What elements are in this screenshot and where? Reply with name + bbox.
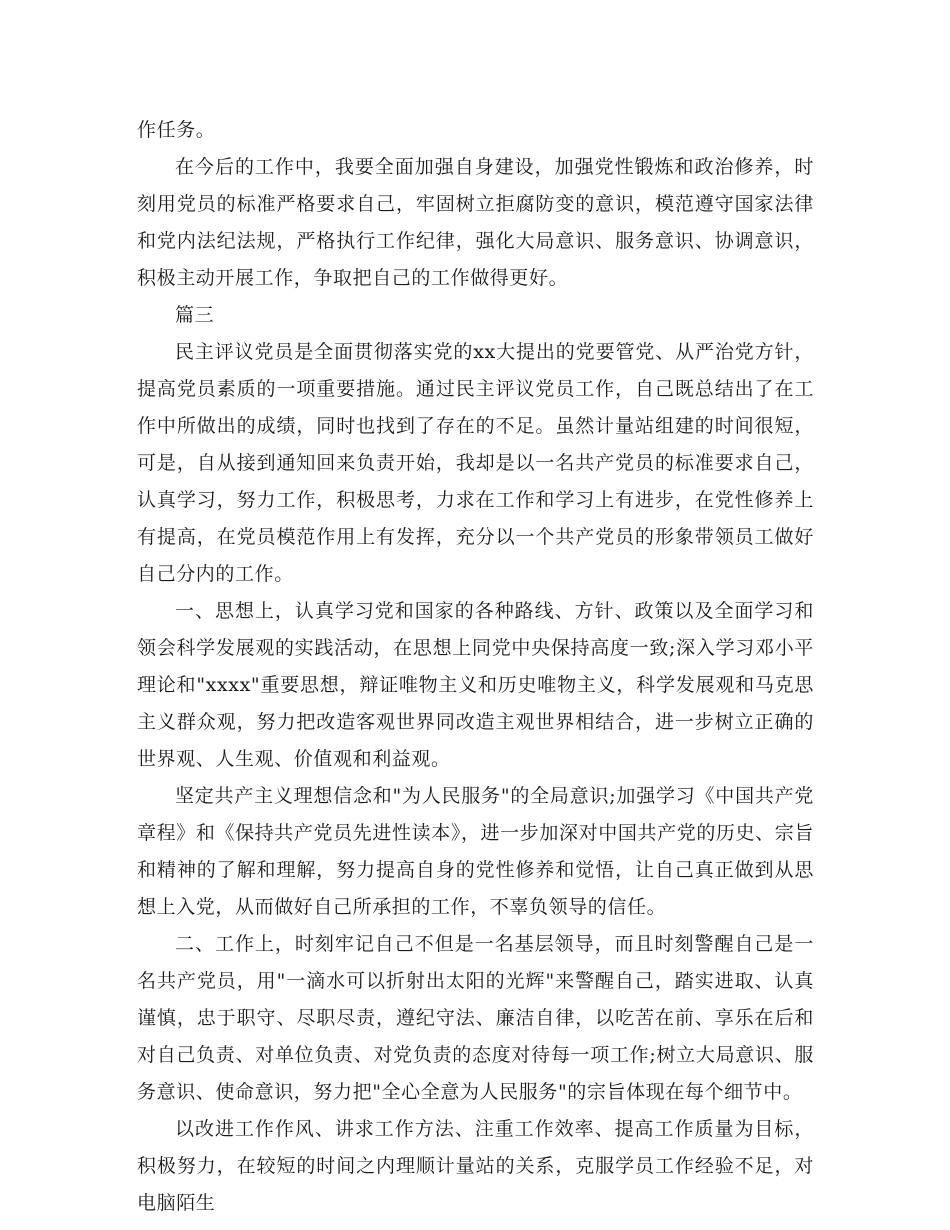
paragraph-ideals: 坚定共产主义理想信念和"为人民服务"的全局意识;加强学习《中国共产党章程》和《保持共产党员先进性读本》，进一步加深对中国共产党的历史、宗旨和精神的了解和理解，努力提高自身的党性修养和觉悟，让自己真正做到从思想上入党，从而做好自己所承担的工作，不辜负领导的信任。 (137, 785, 814, 918)
paragraph-democratic-evaluation: 民主评议党员是全面贯彻落实党的xx大提出的党要管党、从严治党方针，提高党员素质的一项重要措施。通过民主评议党员工作，自己既总结出了在工作中所做出的成绩，同时也找到了存在的不足。虽然计量站组建的时间很短，可是，自从接到通知回来负责开始，我却是以一名共产党员的标准要求自己，认真学习，努力工作，积极思考，力求在工作和学习上有进步，在党性修养上有提高，在党员模范作用上有发挥，充分以一个共产党员的形象带领员工做好自己分内的工作。 (137, 341, 814, 585)
document-body (137, 112, 814, 1222)
paragraph-work-style: 以改进工作作风、讲求工作方法、注重工作效率、提高工作质量为目标，积极努力，在较短的时间之内理顺计量站的关系，克服学员工作经验不足，对电脑陌生 (137, 1118, 814, 1214)
paragraph-self-improvement: 在今后的工作中，我要全面加强自身建设，加强党性锻炼和政治修养，时刻用党员的标准严格要求自己，牢固树立拒腐防变的意识，模范遵守国家法律和党内法纪法规，严格执行工作纪律，强化大局意识、服务意识、协调意识，积极主动开展工作，争取把自己的工作做得更好。 (137, 156, 814, 289)
paragraph-ideology: 一、思想上，认真学习党和国家的各种路线、方针、政策以及全面学习和领会科学发展观的实践活动，在思想上同党中央保持高度一致;深入学习邓小平理论和"xxxx"重要思想，辩证唯物主义和历史唯物主义，科学发展观和马克思主义群众观，努力把改造客观世界同改造主观世界相结合，进一步树立正确的世界观、人生观、价值观和利益观。 (137, 600, 814, 770)
paragraph-continuation: 作任务。 (137, 119, 216, 141)
paragraph-work: 二、工作上，时刻牢记自己不但是一名基层领导，而且时刻警醒自己是一名共产党员，用"一滴水可以折射出太阳的光辉"来警醒自己，踏实进取、认真谨慎，忠于职守、尽职尽责，遵纪守法、廉洁自律，以吃苦在前、享乐在后和对自己负责、对单位负责、对党负责的态度对待每一项工作;树立大局意识、服务意识、使命意识，努力把"全心全意为人民服务"的宗旨体现在每个细节中。 (137, 933, 814, 1103)
section-heading-part-three: 篇三 (175, 304, 215, 326)
